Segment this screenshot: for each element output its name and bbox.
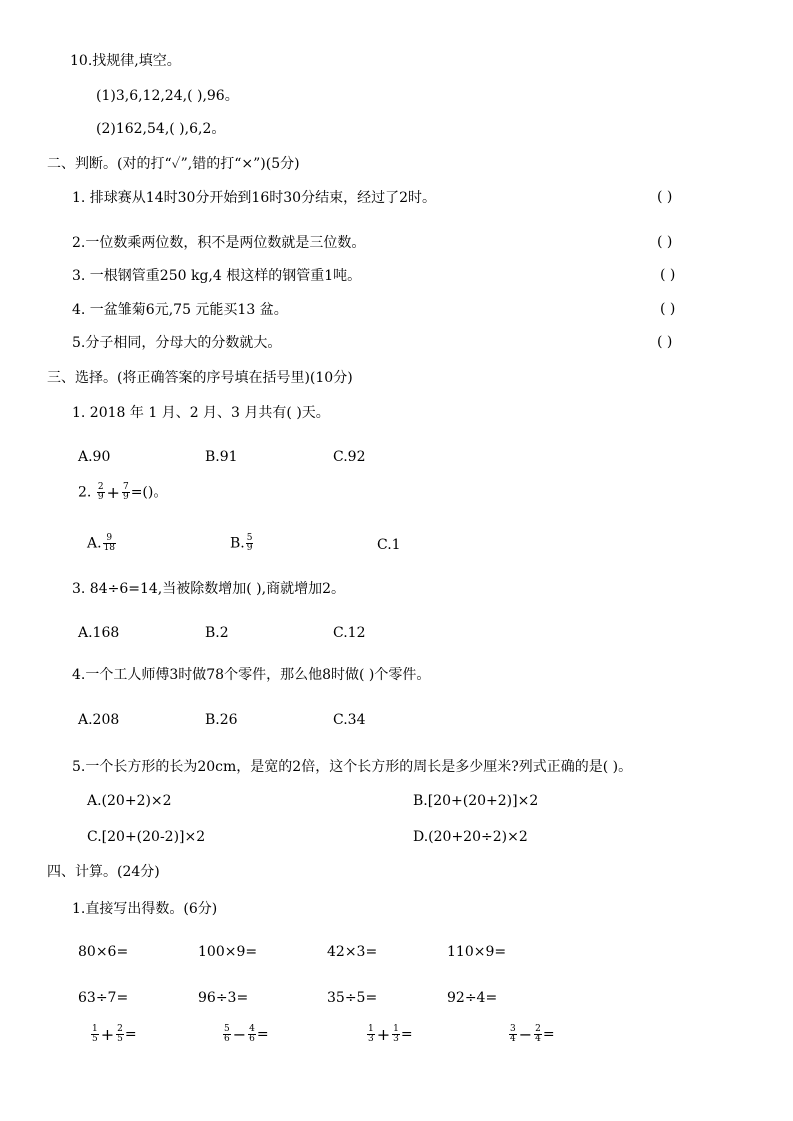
- calc-row2-item-2: 96÷3=: [198, 990, 249, 1006]
- choice-q4-option-a: A.208: [78, 712, 120, 728]
- choice-q3-option-a: A.168: [78, 625, 120, 641]
- calc-row2-item-4: 92÷4=: [447, 990, 498, 1006]
- judge-answer-3: ( ): [660, 267, 676, 283]
- calc-fraction-item-1: $\frac{1}{5}$ + $\frac{2}{5}$ =: [92, 1024, 137, 1044]
- judge-item-1: 1. 排球赛从14时30分开始到16时30分结束，经过了2时。: [72, 190, 436, 206]
- choice-q1-option-b: B.91: [205, 449, 238, 465]
- calc-row1-item-2: 100×9=: [198, 944, 258, 960]
- choice-q5-option-b: B.[20+(20+2)]×2: [413, 793, 539, 809]
- choice-q2: [78, 483, 167, 502]
- section-choice-title: 三、选择。(将正确答案的序号填在括号里)(10分): [47, 370, 353, 386]
- judge-answer-1: ( ): [657, 189, 673, 205]
- choice-q4: 4.一个工人师傅3时做78个零件，那么他8时做( )个零件。: [72, 667, 431, 683]
- calc-sub1-title: 1.直接写出得数。(6分): [72, 901, 218, 917]
- choice-q5-option-d: D.(20+20÷2)×2: [413, 829, 528, 845]
- calc-fraction-item-4: $\frac{3}{4}$ − $\frac{2}{4}$ =: [510, 1024, 555, 1044]
- section-judge-title: 二、判断。(对的打“✓”,错的打“×”)(5分): [47, 156, 300, 172]
- calc-row2-item-3: 35÷5=: [327, 990, 378, 1006]
- choice-q2-option-a: A. $\frac{9}{18}$: [87, 533, 116, 553]
- choice-q2-fraction-1: $\frac{2}{9}$: [97, 482, 104, 502]
- choice-q2-label: 2.: [78, 484, 92, 501]
- q10-title: 10.找规律,填空。: [70, 53, 181, 69]
- judge-item-5: 5.分子相同，分母大的分数就大。: [72, 335, 282, 351]
- judge-answer-4: ( ): [660, 301, 676, 317]
- judge-item-4: 4. 一盆雏菊6元,75 元能买13 盆。: [72, 302, 288, 318]
- judge-item-2: 2.一位数乘两位数，积不是两位数就是三位数。: [72, 235, 366, 251]
- choice-q3: 3. 84÷6=14,当被除数增加( ),商就增加2。: [72, 581, 345, 597]
- choice-q2-fraction-2: $\frac{7}{9}$: [122, 482, 129, 502]
- calc-row2-item-1: 63÷7=: [78, 990, 129, 1006]
- choice-q5: 5.一个长方形的长为20cm，是宽的2倍，这个长方形的周长是多少厘米?列式正确的是( )。: [72, 759, 633, 775]
- plus-sign: +: [106, 482, 120, 502]
- choice-q5-option-c: C.[20+(20-2)]×2: [87, 829, 206, 845]
- calc-row1-item-3: 42×3=: [327, 944, 378, 960]
- choice-q1-option-a: A.90: [78, 449, 111, 465]
- choice-q5-option-a: A.(20+2)×2: [87, 793, 172, 809]
- calc-row1-item-1: 80×6=: [78, 944, 129, 960]
- judge-answer-2: ( ): [657, 234, 673, 250]
- section-calc-title: 四、计算。(24分): [47, 864, 160, 880]
- choice-q3-option-b: B.2: [205, 625, 229, 641]
- choice-q4-option-c: C.34: [333, 712, 366, 728]
- choice-q1: 1. 2018 年 1 月、2 月、3 月共有( )天。: [72, 405, 330, 421]
- choice-q1-option-c: C.92: [333, 449, 366, 465]
- calc-fraction-item-2: $\frac{5}{6}$ − $\frac{4}{6}$ =: [224, 1024, 269, 1044]
- choice-q2-option-c: C.1: [377, 537, 401, 553]
- judge-answer-5: ( ): [657, 334, 673, 350]
- q10-line2: (2)162,54,( ),6,2。: [96, 121, 226, 137]
- choice-q4-option-b: B.26: [205, 712, 238, 728]
- calc-row1-item-4: 110×9=: [447, 944, 507, 960]
- judge-item-3: 3. 一根钢管重250 kg,4 根这样的钢管重1吨。: [72, 268, 362, 284]
- choice-q2-option-b: B. $\frac{5}{9}$: [230, 533, 253, 553]
- calc-fraction-item-3: $\frac{1}{3}$ + $\frac{1}{3}$ =: [368, 1024, 413, 1044]
- q10-line1: (1)3,6,12,24,( ),96。: [96, 88, 239, 104]
- choice-q3-option-c: C.12: [333, 625, 366, 641]
- choice-q2-equals: =()。: [130, 484, 168, 501]
